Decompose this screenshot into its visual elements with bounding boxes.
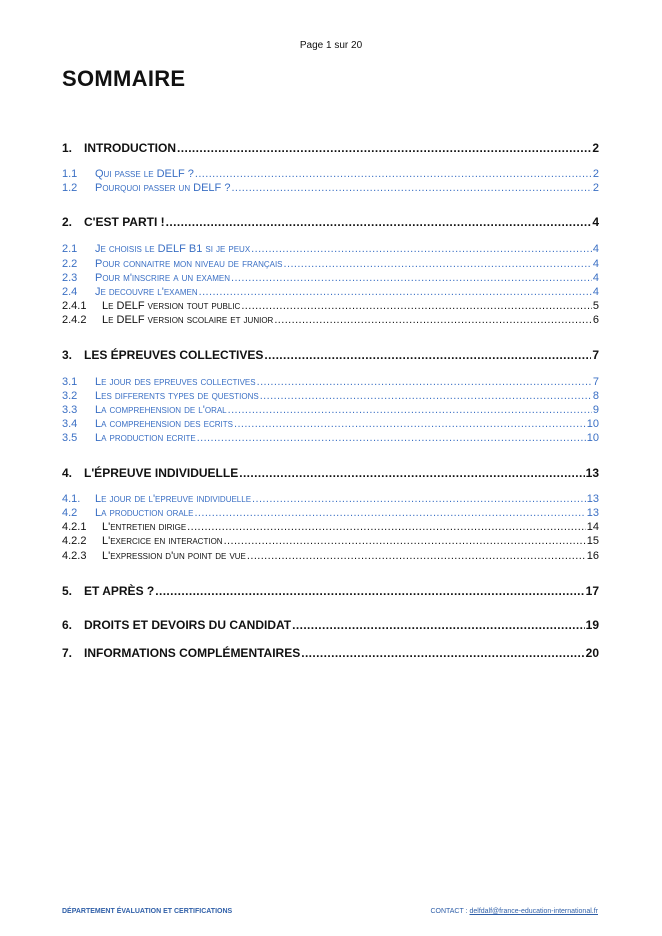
toc-entry-page: 8 [592, 390, 599, 402]
toc-entry-title: La production orale [95, 507, 194, 519]
toc-leader [301, 646, 584, 660]
toc-entry[interactable] [62, 314, 599, 326]
toc-entry-title: ET APRÈS ? [84, 584, 155, 598]
toc-leader [274, 314, 592, 326]
toc-entry-page: 15 [586, 535, 599, 547]
toc-entry-number: 1.2 [62, 182, 78, 194]
toc-leader [224, 535, 586, 547]
toc-entry-page: 13 [585, 466, 599, 480]
toc-leader [239, 466, 584, 480]
toc-entry-title: LES ÉPREUVES COLLECTIVES [84, 348, 264, 362]
toc-entry-page: 16 [586, 550, 599, 562]
toc-entry[interactable] [62, 376, 599, 388]
toc-leader [292, 618, 585, 632]
toc-entry-page: 2 [592, 168, 599, 180]
toc-entry-page: 4 [592, 215, 599, 229]
toc-entry-title: Pour connaitre mon niveau de français [95, 258, 283, 270]
toc-entry[interactable] [62, 432, 599, 444]
toc-entry[interactable] [62, 404, 599, 416]
toc-leader [199, 286, 592, 298]
toc-entry[interactable] [62, 168, 599, 180]
toc-entry[interactable] [62, 182, 599, 194]
toc-entry[interactable] [62, 300, 599, 312]
toc-entry-number: 2.4.2 [62, 314, 87, 326]
toc-entry-number: 4.2.3 [62, 550, 87, 562]
toc-entry[interactable] [62, 141, 599, 155]
toc-entry-title: Je choisis le DELF B1 si je peux [95, 243, 251, 255]
toc-entry-title: C'EST PARTI ! [84, 215, 165, 229]
toc-entry-page: 10 [586, 418, 599, 430]
toc-entry[interactable] [62, 286, 599, 298]
footer-contact-label: CONTACT : [430, 908, 470, 915]
toc-entry-page: 2 [592, 182, 599, 194]
toc-entry-number: 1.1 [62, 168, 78, 180]
toc-entry-title: L'exercice en interaction [102, 535, 223, 547]
toc-entry-page: 9 [592, 404, 599, 416]
toc-entry[interactable] [62, 348, 599, 362]
toc-entry-title: Le jour des epreuves collectives [95, 376, 256, 388]
footer-department: DÉPARTEMENT ÉVALUATION ET CERTIFICATIONS [62, 908, 233, 915]
toc-entry-number: 4.2.1 [62, 521, 87, 533]
toc-entry-number: 3.4 [62, 418, 78, 430]
toc-leader [197, 432, 586, 444]
toc-entry-page: 4 [592, 243, 599, 255]
toc-entry[interactable] [62, 390, 599, 402]
toc-entry-title: Le DELF version scolaire et junior [102, 314, 274, 326]
toc-leader [251, 243, 592, 255]
toc-entry-number: 4.2.2 [62, 535, 87, 547]
toc-entry-page: 5 [592, 300, 599, 312]
toc-leader [260, 390, 592, 402]
toc-entry[interactable] [62, 521, 599, 533]
toc-entry-page: 19 [585, 618, 599, 632]
toc-entry-title: La production ecrite [95, 432, 196, 444]
toc-entry-title: Les differents types de questions [95, 390, 259, 402]
toc-entry-title: Qui passe le DELF ? [95, 168, 194, 180]
toc-entry[interactable] [62, 258, 599, 270]
toc-entry-title: L'entretien dirige [102, 521, 187, 533]
toc-entry-number: 2.4.1 [62, 300, 87, 312]
toc-leader [194, 507, 585, 519]
toc-entry-page: 4 [592, 272, 599, 284]
toc-entry-page: 4 [592, 258, 599, 270]
toc-entry-number: 2.1 [62, 243, 78, 255]
toc-leader [247, 550, 586, 562]
toc-entry-title: Le jour de l'epreuve individuelle [95, 493, 252, 505]
toc-entry-number: 4.2 [62, 507, 78, 519]
toc-entry[interactable] [62, 550, 599, 562]
toc-entry-number: 3.2 [62, 390, 78, 402]
toc-leader [166, 215, 592, 229]
toc-entry-title: Je decouvre l'examen [95, 286, 198, 298]
toc-leader [284, 258, 592, 270]
toc-entry-number: 3.5 [62, 432, 78, 444]
toc-entry-title: Pourquoi passer un DELF ? [95, 182, 231, 194]
toc-entry-title: DROITS ET DEVOIRS DU CANDIDAT [84, 618, 292, 632]
toc-entry[interactable] [62, 535, 599, 547]
toc-leader [264, 348, 591, 362]
toc-entry-page: 13 [586, 493, 599, 505]
page-title: SOMMAIRE [62, 66, 186, 91]
toc-entry-title: L'expression d'un point de vue [102, 550, 246, 562]
toc-entry-number: 5. [62, 584, 73, 598]
toc-entry[interactable] [62, 243, 599, 255]
toc-entry-number: 2.3 [62, 272, 78, 284]
page-number: Page 1 sur 20 [299, 40, 363, 51]
toc-entry-number: 1. [62, 141, 73, 155]
toc-leader [234, 418, 586, 430]
toc-entry-page: 2 [592, 141, 599, 155]
toc-entry-title: La comprehension des ecrits [95, 418, 233, 430]
toc-entry-number: 4. [62, 466, 73, 480]
toc-entry-number: 3.3 [62, 404, 78, 416]
toc-leader [228, 404, 592, 416]
toc-entry[interactable] [62, 493, 599, 505]
toc-leader [195, 168, 592, 180]
toc-entry-number: 6. [62, 618, 73, 632]
toc-entry-number: 2. [62, 215, 73, 229]
toc-leader [231, 272, 592, 284]
toc-entry-page: 4 [592, 286, 599, 298]
toc-leader [252, 493, 586, 505]
toc-entry-title: La comprehension de l'oral [95, 404, 227, 416]
toc-entry-page: 13 [586, 507, 599, 519]
toc-leader [187, 521, 586, 533]
toc-entry[interactable] [62, 618, 599, 632]
toc-entry-page: 7 [592, 376, 599, 388]
toc-entry-page: 7 [592, 348, 599, 362]
toc-entry-number: 2.4 [62, 286, 78, 298]
toc-entry-number: 3. [62, 348, 73, 362]
toc-entry[interactable] [62, 215, 599, 229]
toc-entry-number: 3.1 [62, 376, 78, 388]
contact-email-link[interactable]: delfdalf@france-education-international.fr [469, 908, 598, 915]
toc-entry[interactable] [62, 584, 599, 598]
toc-entry-page: 6 [592, 314, 599, 326]
toc-entry[interactable] [62, 646, 599, 660]
toc-entry-number: 7. [62, 646, 73, 660]
toc-entry-title: INFORMATIONS COMPLÉMENTAIRES [84, 646, 301, 660]
toc-entry-title: Le DELF version tout public [102, 300, 241, 312]
toc-entry[interactable] [62, 466, 599, 480]
toc-entry-page: 17 [585, 584, 599, 598]
toc-entry-number: 2.2 [62, 258, 78, 270]
toc-leader [241, 300, 592, 312]
toc-entry-title: INTRODUCTION [84, 141, 176, 155]
toc-entry-number: 4.1. [62, 493, 81, 505]
toc-entry-title: Pour m'inscrire a un examen [95, 272, 231, 284]
toc-entry[interactable] [62, 272, 599, 284]
toc-leader [257, 376, 592, 388]
toc-leader [231, 182, 591, 194]
toc-leader [155, 584, 584, 598]
toc-entry-page: 10 [586, 432, 599, 444]
footer-contact [426, 908, 598, 915]
toc-entry-page: 20 [585, 646, 599, 660]
toc-entry-title: L'ÉPREUVE INDIVIDUELLE [84, 466, 239, 480]
toc-entry[interactable] [62, 507, 599, 519]
toc-entry-page: 14 [586, 521, 599, 533]
toc-entry[interactable] [62, 418, 599, 430]
toc-leader [177, 141, 591, 155]
